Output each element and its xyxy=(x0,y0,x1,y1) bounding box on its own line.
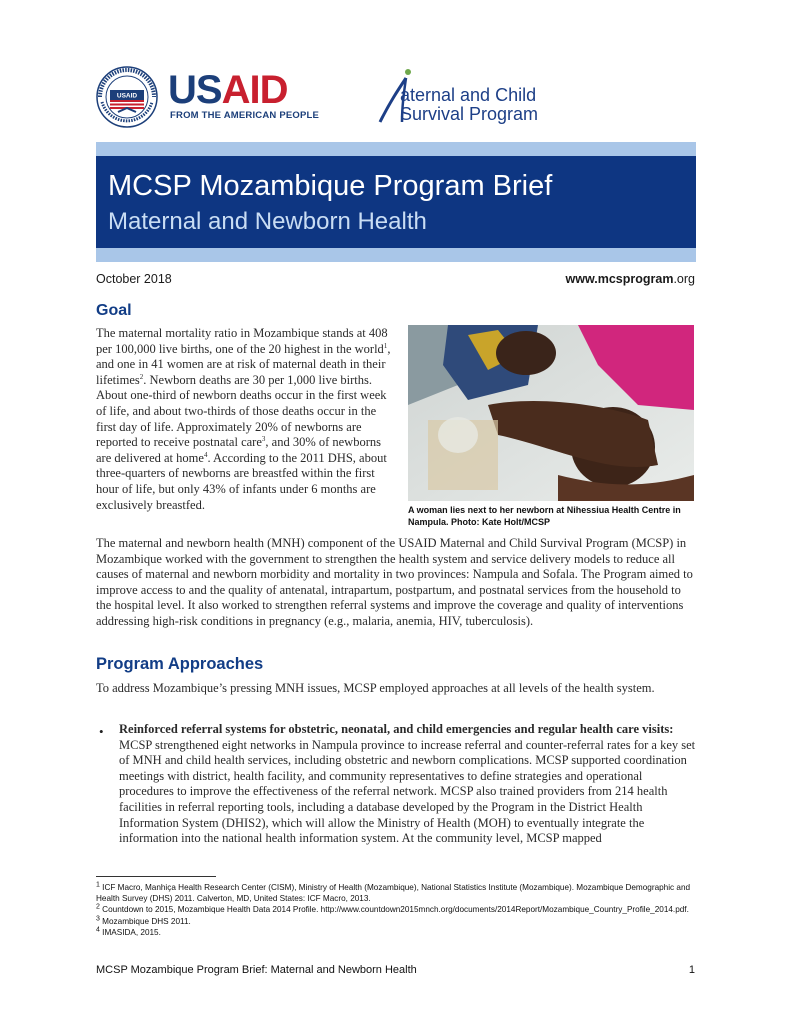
page-title: MCSP Mozambique Program Brief xyxy=(108,170,553,202)
footnote-1: $^1$ ICF Macro, Manhiça Health Research Center (CISM), Ministry of Health (Mozambique), National Statistics Institute (Mozambique). Mozambique Demographic and Health Survey (DHS) 2011. Calverton, MD, United States: ICF Macro, 2013. xyxy=(96,881,691,904)
usaid-tagline: FROM THE AMERICAN PEOPLE xyxy=(170,110,320,121)
bullet-icon: • xyxy=(99,724,104,739)
approach-bullet-item: Reinforced referral systems for obstetric, neonatal, and child emergencies and regular health care visits: MCSP strengthened eight networks in Nampula province to increase referral and counter-referral rates for a key set of MNH and child health services, including obstetric and newborn complications. MCSP supported coordination meetings with district, health facility, and community representatives to define strategies and operational procedures to improve the effectiveness of the referral network. MCSP also trained providers from 214 health facilities in referral reporting tools, including a database developed by the Program in the District Health Information System (DHIS2), which will allow the Ministry of Health (MOH) to eventually integrate the information into the national health information system. At the community level, MCSP mapped xyxy=(119,722,696,846)
goal-heading: Goal xyxy=(96,302,132,319)
footnotes xyxy=(96,882,696,938)
page-subtitle: Maternal and Newborn Health xyxy=(108,208,427,235)
approaches-intro: To address Mozambique’s pressing MNH issues, MCSP employed approaches at all levels of the health system. xyxy=(96,681,655,695)
goal-paragraph: The maternal mortality ratio in Mozambique stands at 408 per 100,000 live births, one of the 20 highest in the world$^1$, and one in 41 women are at risk of maternal death in their lifetimes$^2$. Newborn deaths are 30 per 1,000 live births. About one-third of newborn deaths occur in the first week of life, and about two-thirds of those deaths occur in the first day of life. Approximately 20% of newborns are reported to receive postnatal care$^3$, and 30% of newborns are delivered at home$^4$. According to the 2011 DHS, about three-quarters of newborns are breastfed within the first hour of life, but only 43% of infants under 6 months are exclusively breastfed. xyxy=(96,326,391,512)
footnote-2: $^2$ Countdown to 2015, Mozambique Health Data 2014 Profile. http://www.countdown2015mnch.org/documents/2014Report/Mozambique_Country_Profile_2014.pdf. xyxy=(96,903,689,915)
banner-top-band xyxy=(96,142,696,156)
approaches-heading: Program Approaches xyxy=(96,655,264,673)
footnote-4: $^4$ IMASIDA, 2015. xyxy=(96,926,161,937)
page-number: 1 xyxy=(688,964,695,976)
photo-caption: A woman lies next to her newborn at Nihessiua Health Centre in Nampula. Photo: Kate Holt/MCSP xyxy=(408,505,681,527)
publication-date: October 2018 xyxy=(96,272,172,286)
website-link[interactable]: www.mcsprogram.org xyxy=(565,272,695,286)
page-footer-title: MCSP Mozambique Program Brief: Maternal and Newborn Health xyxy=(96,964,417,976)
mother-newborn-photo xyxy=(408,325,694,501)
mnh-paragraph: The maternal and newborn health (MNH) component of the USAID Maternal and Child Survival Program (MCSP) in Mozambique worked with the government to strengthen the health system and service delivery models to reduce all causes of maternal and newborn morbidity and mortality in two provinces: Nampula and Sofala. The Program aimed to improve access to and the quality of antenatal, intrapartum, postpartum, and postnatal services from the household to the hospital level. It also worked to strengthen referral systems and improve the coverage and quality of interventions addressing high-risk conditions in pregnancy (e.g., malaria, anemia, HIV, tuberculosis). xyxy=(96,536,693,628)
footnote-3: $^3$ Mozambique DHS 2011. xyxy=(96,914,191,926)
usaid-wordmark: USAID xyxy=(168,68,288,112)
usaid-seal-logo xyxy=(96,66,158,128)
mcsp-logo-line1: aternal and Child xyxy=(400,85,537,105)
banner-bottom-band xyxy=(96,248,696,262)
svg-text:USAID: USAID xyxy=(116,92,138,100)
mcsp-logo-line2: Survival Program xyxy=(400,104,539,124)
footnote-divider xyxy=(96,876,216,877)
